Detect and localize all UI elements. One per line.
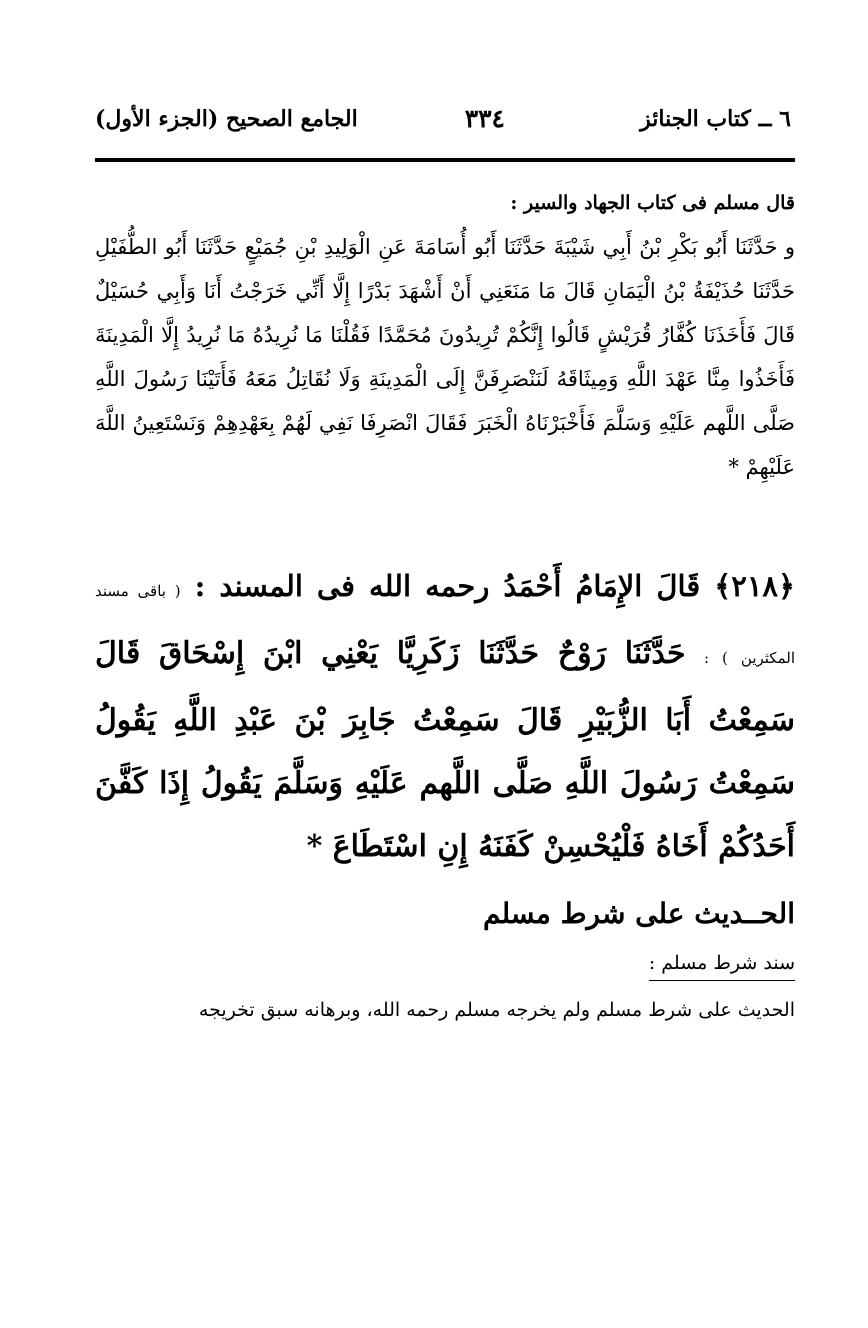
grading-verdict: الحــديث على شرط مسلم (482, 896, 795, 930)
hadith-number: ﴿٢١٨﴾ (714, 568, 795, 603)
muslim-hadith-text: و حَدَّثَنَا أَبُو بَكْرِ بْنُ أَبِي شَيْبَةَ حَدَّثَنَا أَبُو أُسَامَةَ عَنِ الْوَلِيدِ بْنِ جُمَيْعٍ حَدَّثَنَا أَبُو الطُّفَيْلِ حَدَّثَنَا حُذَيْفَةُ بْنُ الْيَمَانِ قَالَ مَا مَنَعَنِي أَنْ أَشْهَدَ بَدْرًا إِلَّا أَنِّي خَرَجْتُ أَنَا وَأَبِي حُسَيْلٌ قَالَ فَأَخَذَنَا كُفَّارُ قُرَيْشٍ قَالُوا إِنَّكُمْ تُرِيدُونَ مُحَمَّدًا فَقُلْنَا مَا نُرِيدُهُ مَا نُرِيدُ إِلَّا الْمَدِينَةَ فَأَخَذُوا مِنَّا عَهْدَ اللَّهِ وَمِيثَاقَهُ لَنَنْصَرِفَنَّ إِلَى الْمَدِينَةِ وَلَا نُقَاتِلُ مَعَهُ فَأَتَيْنَا رَسُولَ اللَّهِ صَلَّى اللَّهم عَلَيْهِ وَسَلَّمَ فَأَخْبَرْنَاهُ الْخَبَرَ فَقَالَ انْصَرِفَا نَفِي لَهُمْ بِعَهْدِهِمْ وَنَسْتَعِينُ اللَّهَ عَلَيْهِمْ * (95, 234, 795, 479)
running-header (95, 100, 795, 144)
ahmad-hadith-text: حَدَّثَنَا رَوْحٌ حَدَّثَنَا زَكَرِيَّا يَعْنِي ابْنَ إِسْحَاقَ قَالَ سَمِعْتُ أَبَا الزُّبَيْرِ قَالَ سَمِعْتُ جَابِرَ بْنَ عَبْدِ اللَّهِ يَقُولُ سَمِعْتُ رَسُولَ اللَّهِ صَلَّى اللَّهم عَلَيْهِ وَسَلَّمَ يَقُولُ إِذَا كَفَّنَ أَحَدُكُمْ أَخَاهُ فَلْيُحْسِنْ كَفَنَهُ إِنِ اسْتَطَاعَ * (95, 635, 795, 864)
ahmad-hadith-heading (95, 555, 795, 878)
sanad-explanation: الحديث على شرط مسلم ولم يخرجه مسلم رحمه الله، وبرهانه سبق تخريجه (198, 998, 795, 1021)
section-gap (95, 489, 795, 555)
ahmad-source-intro: قَالَ الإِمَامُ أَحْمَدُ رحمه الله فى المسند : (194, 568, 701, 603)
book-title: الجامع الصحيح (الجزء الأول) (95, 106, 358, 132)
chapter-title: ٦ ــ كتاب الجنائز (640, 106, 791, 132)
muslim-source-heading: قال مسلم فى كتاب الجهاد والسير : (510, 192, 795, 214)
page-number: ٣٣٤ (464, 104, 505, 133)
musnad-section-note: ( باقى مسند المكثرين ) : (95, 581, 795, 667)
sanad-label: سند شرط مسلم : (649, 948, 795, 981)
document-page (95, 100, 795, 1025)
header-rule (95, 158, 795, 162)
